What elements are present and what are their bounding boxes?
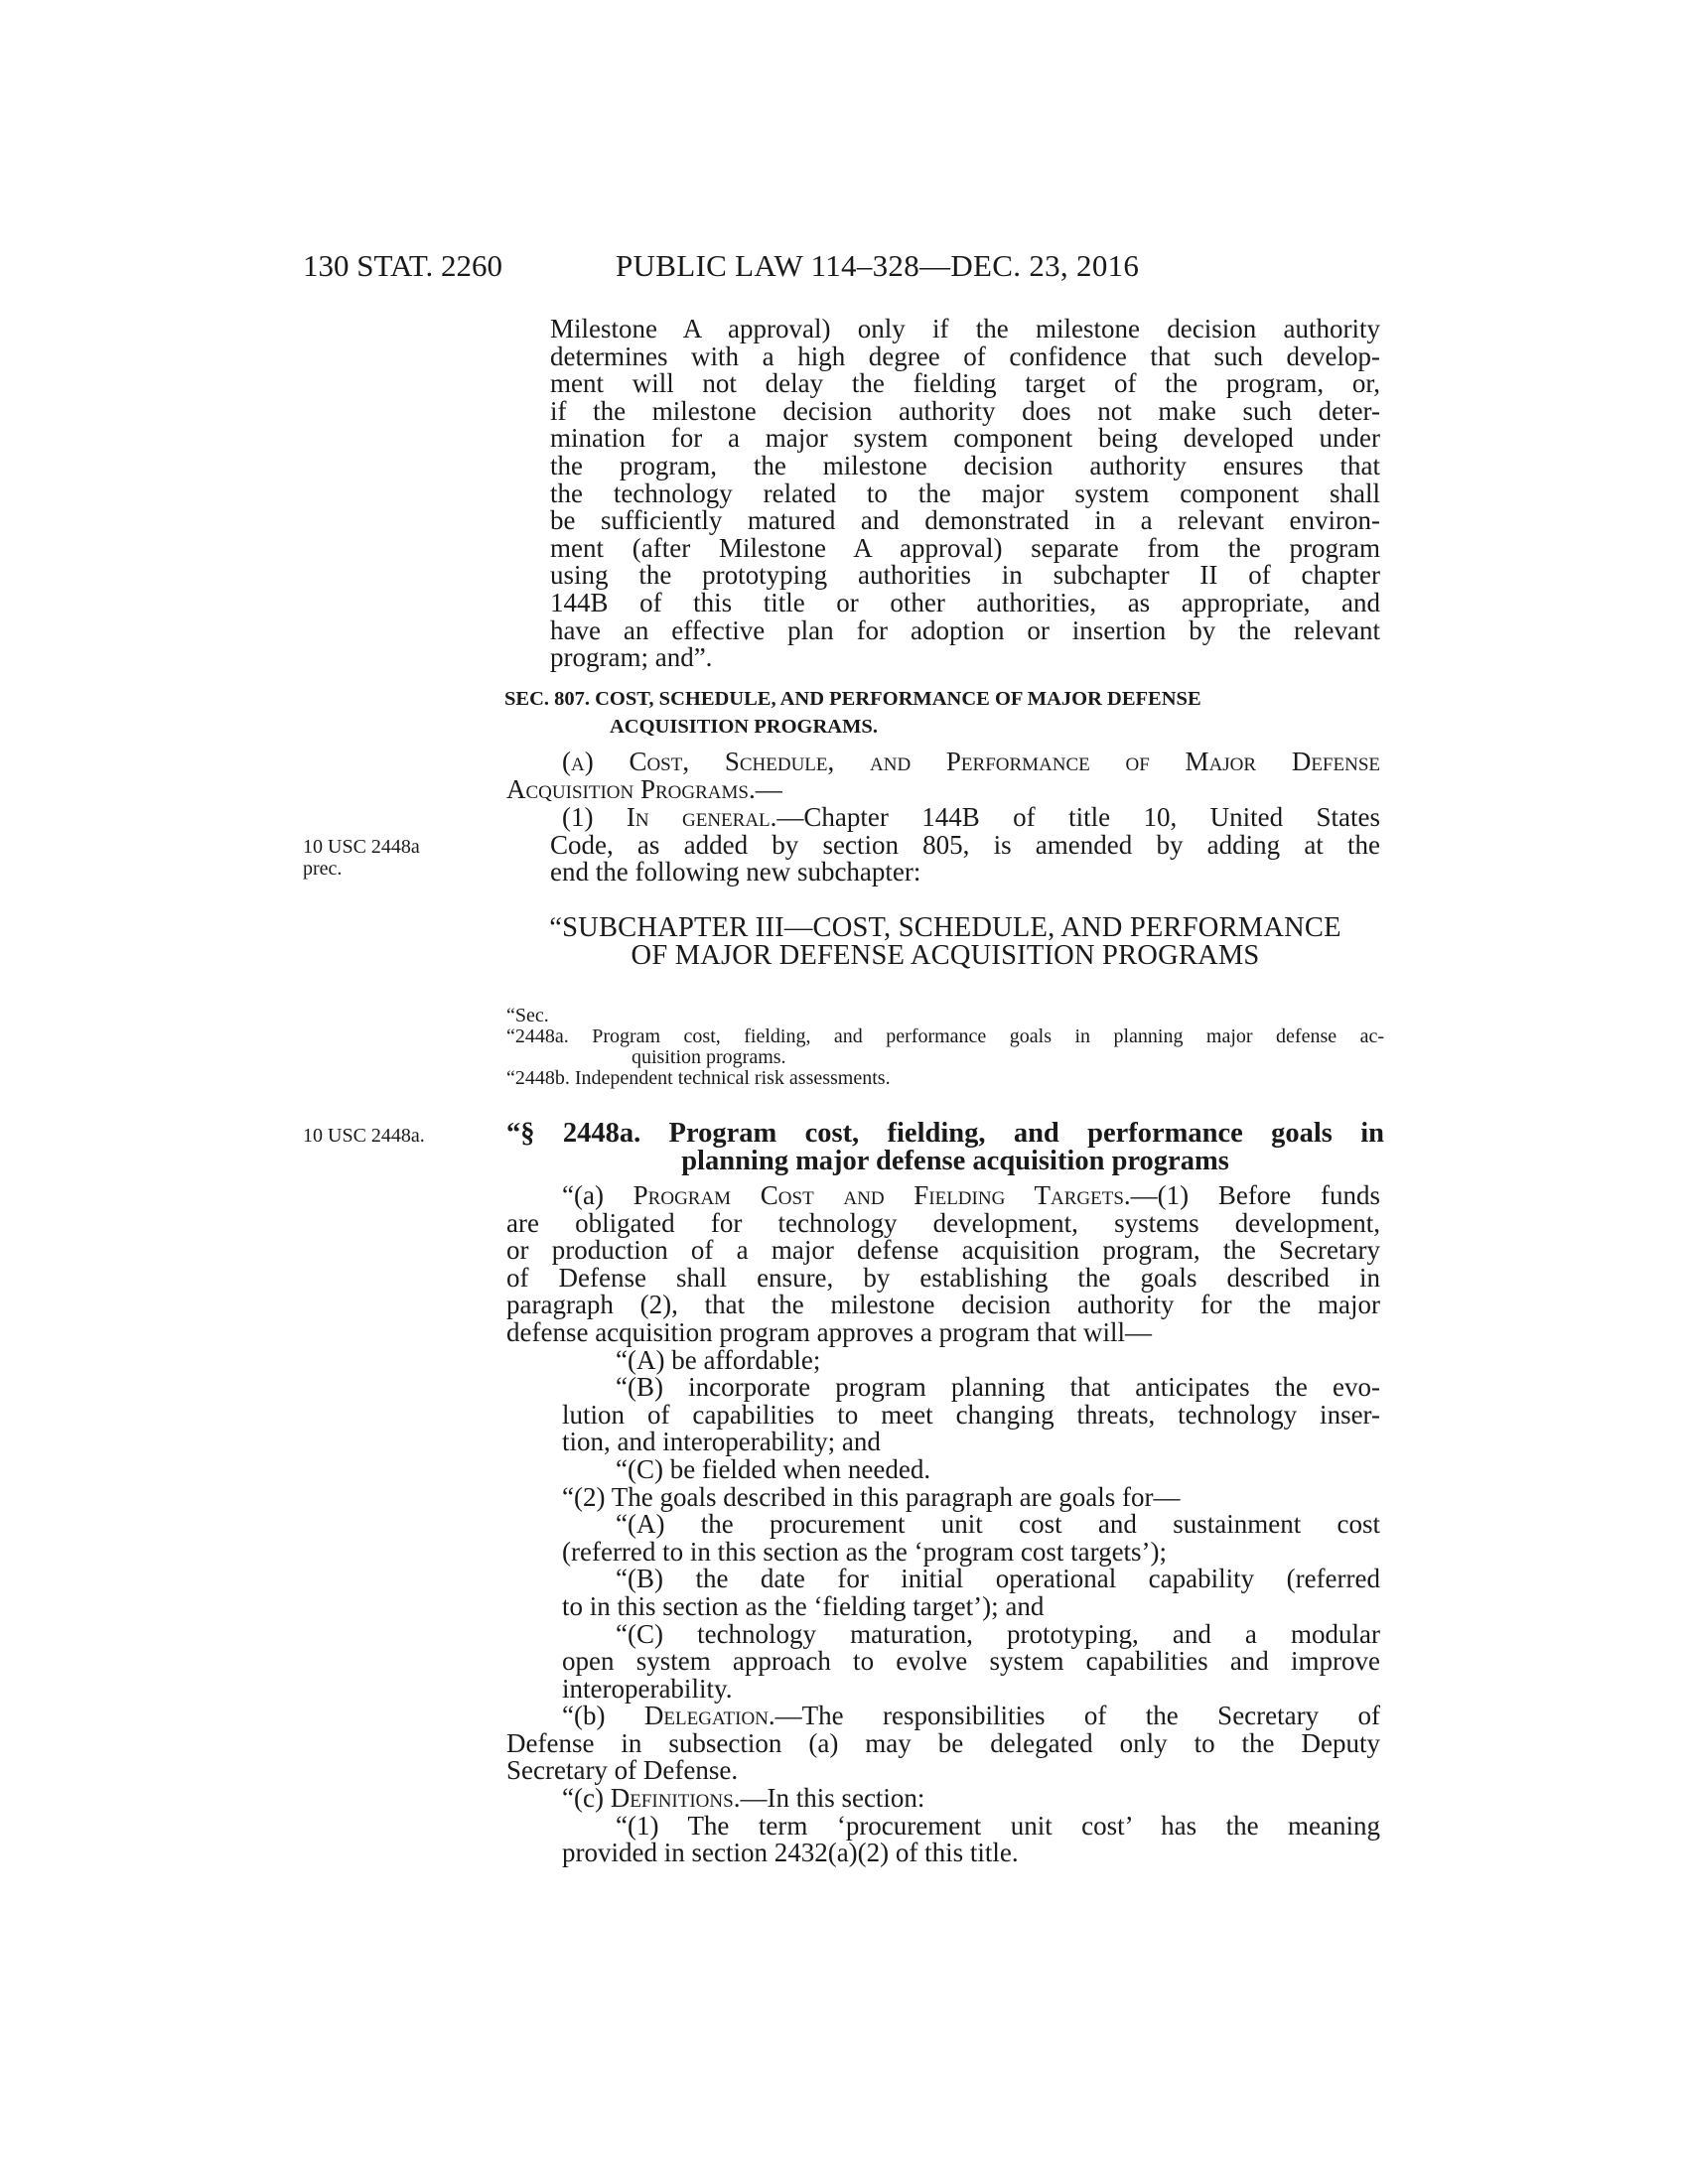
paragraph-in-general-line3: end the following new subchapter: <box>550 857 921 887</box>
margin-note-usc-prec-line2: prec. <box>303 858 343 880</box>
continuation-line: be sufficiently matured and demonstrated in a relevant environ- <box>550 505 1380 536</box>
section-body-line: “(2) The goals described in this paragraph are goals for— <box>562 1481 1181 1512</box>
continuation-paragraph <box>506 316 1380 672</box>
paragraph-in-general-line2: Code, as added by section 805, is amended by adding at the <box>550 829 1380 860</box>
continuation-line: mination for a major system component being developed under <box>550 423 1380 454</box>
toc-item-2448b: “2448b. Independent technical risk assessments. <box>506 1067 891 1089</box>
section-body-line: paragraph (2), that the milestone decision authority for the major <box>506 1290 1380 1320</box>
section-body-line: “(C) be fielded when needed. <box>616 1453 931 1484</box>
toc-item-2448a-continued: quisition programs. <box>632 1046 786 1068</box>
continuation-line: Milestone A approval) only if the milestone decision authority <box>550 314 1380 343</box>
continuation-line: ment will not delay the fielding target of the program, or, <box>550 368 1380 399</box>
continuation-line: program; and”. <box>550 642 713 673</box>
section-2448a-body <box>506 1182 1380 1867</box>
section-body-line: Defense in subsection (a) may be delegated only to the Deputy <box>506 1727 1380 1758</box>
section-body-line: tion, and interoperability; and <box>562 1427 881 1457</box>
section-body-line: “(B) the date for initial operational capability (referred <box>616 1564 1380 1594</box>
section-807-heading <box>504 685 1382 741</box>
continuation-line: 144B of this title or other authorities, as appropriate, and <box>550 587 1380 617</box>
toc-sec-label: “Sec. <box>506 1005 549 1026</box>
section-807-heading-line1: SEC. 807. COST, SCHEDULE, AND PERFORMANCE OF MAJOR DEFENSE <box>504 688 1201 710</box>
section-2448a-title <box>506 1120 1384 1175</box>
section-body-line: “(1) The term ‘procurement unit cost’ has the meaning <box>616 1810 1380 1841</box>
subsection-a-heading-line2: Acquisition Programs.— <box>506 773 782 804</box>
margin-note-usc-prec-line1: 10 USC 2448a <box>303 836 420 858</box>
continuation-line: determines with a high degree of confidence that such develop- <box>550 341 1380 371</box>
section-body-line: defense acquisition program approves a program that will— <box>506 1316 1153 1347</box>
subchapter-heading-line2: OF MAJOR DEFENSE ACQUISITION PROGRAMS <box>631 940 1260 971</box>
section-body-line: “(c) Definitions.—In this section: <box>562 1783 925 1814</box>
page-header-title: PUBLIC LAW 114–328—DEC. 23, 2016 <box>616 248 1140 283</box>
section-body-line: “(B) incorporate program planning that anticipates the evo- <box>616 1372 1380 1403</box>
continuation-line: ment (after Milestone A approval) separate from the program <box>550 532 1380 563</box>
section-body-line: open system approach to evolve system capabilities and improve <box>562 1646 1380 1677</box>
toc-item-2448a: “2448a. Program cost, fielding, and performance goals in planning major defense ac- <box>506 1025 1384 1047</box>
subsection-a-heading <box>506 749 1380 803</box>
section-807-heading-line2: ACQUISITION PROGRAMS. <box>610 716 878 738</box>
subsection-a-heading-line1: (a) Cost, Schedule, and Performance of Major Defense <box>562 747 1380 776</box>
section-body-line: “(a) Program Cost and Fielding Targets.—(1) Before funds <box>562 1180 1380 1210</box>
section-body-line: (referred to in this section as the ‘program cost targets’); <box>562 1536 1168 1567</box>
section-body-line: are obligated for technology development, systems development, <box>506 1207 1380 1238</box>
subchapter-heading-line1: “SUBCHAPTER III—COST, SCHEDULE, AND PERFORMANCE <box>549 912 1341 943</box>
section-body-line: “(A) be affordable; <box>616 1344 821 1375</box>
paragraph-in-general-line1: (1) In general.—Chapter 144B of title 10, United States <box>562 802 1380 832</box>
section-body-line: “(A) the procurement unit cost and sustainment cost <box>616 1509 1380 1540</box>
section-2448a-title-line2: planning major defense acquisition programs <box>681 1146 1229 1176</box>
margin-note-usc-prec <box>303 836 420 880</box>
section-body-line: “(b) Delegation.—The responsibilities of the Secretary of <box>562 1701 1381 1731</box>
margin-note-usc-2448a: 10 USC 2448a. <box>303 1125 425 1147</box>
page-stat-citation: 130 STAT. 2260 <box>303 248 503 283</box>
continuation-line: if the milestone decision authority does not make such deter- <box>550 395 1380 426</box>
section-body-line: “(C) technology maturation, prototyping, and a modular <box>616 1618 1380 1649</box>
section-body-line: lution of capabilities to meet changing threats, technology inser- <box>562 1399 1380 1430</box>
section-body-line: to in this section as the ‘fielding target’); and <box>562 1590 1045 1621</box>
section-body-line: provided in section 2432(a)(2) of this title. <box>562 1838 1019 1868</box>
section-body-line: of Defense shall ensure, by establishing the goals described in <box>506 1262 1380 1293</box>
subchapter-table-of-sections <box>506 1006 1384 1089</box>
section-body-line: interoperability. <box>562 1673 733 1704</box>
paragraph-in-general <box>506 804 1380 887</box>
subchapter-heading <box>506 914 1384 970</box>
continuation-line: the program, the milestone decision authority ensures that <box>550 450 1380 480</box>
section-2448a-title-line1: “§ 2448a. Program cost, fielding, and performance goals in <box>506 1118 1384 1149</box>
continuation-line: the technology related to the major system component shall <box>550 478 1380 508</box>
continuation-line: using the prototyping authorities in subchapter II of chapter <box>550 560 1380 591</box>
section-body-line: or production of a major defense acquisition program, the Secretary <box>506 1235 1380 1266</box>
continuation-line: have an effective plan for adoption or insertion by the relevant <box>550 614 1380 645</box>
section-body-line: Secretary of Defense. <box>506 1755 739 1786</box>
